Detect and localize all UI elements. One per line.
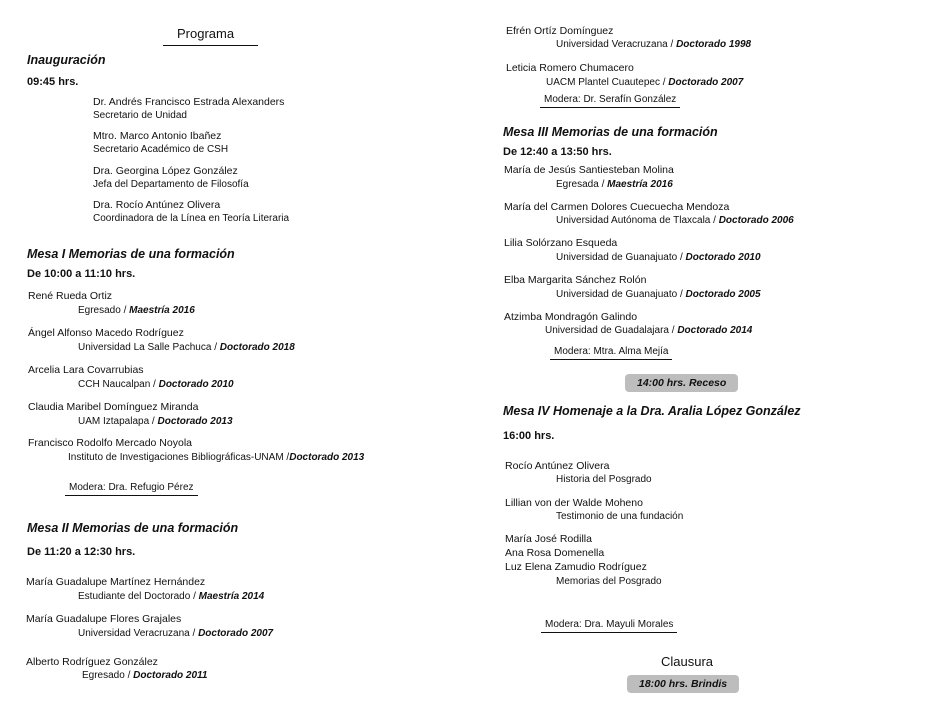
mesa1-time: De 10:00 a 11:10 hrs.: [27, 268, 136, 280]
participant-affiliation: Universidad de Guanajuato / Doctorado 2010: [556, 252, 761, 263]
inauguracion-time: 09:45 hrs.: [27, 76, 79, 88]
participant-name: Arcelia Lara Covarrubias: [28, 364, 144, 376]
participant-affiliation: Universidad Autónoma de Tlaxcala / Doctorado 2006: [556, 215, 794, 226]
clausura-title: Clausura: [661, 654, 714, 669]
participant-affiliation: Egresado / Doctorado 2011: [82, 670, 208, 681]
participant-affiliation: UAM Iztapalapa / Doctorado 2013: [78, 416, 233, 427]
participant-name: Ana Rosa Domenella: [505, 547, 605, 559]
mesa1-title: Mesa I Memorias de una formación: [27, 247, 235, 261]
participant-affiliation: Egresada / Maestría 2016: [556, 179, 673, 190]
participant-name: Atzimba Mondragón Galindo: [504, 311, 638, 323]
brindis-badge: 18:00 hrs. Brindis: [627, 675, 739, 693]
participant-name: Lillian von der Walde Moheno: [505, 497, 643, 509]
participant-affiliation: CCH Naucalpan / Doctorado 2010: [78, 379, 234, 390]
talk-topic: Memorias del Posgrado: [556, 576, 662, 587]
receso-badge: 14:00 hrs. Receso: [625, 374, 738, 392]
participant-affiliation: Universidad La Salle Pachuca / Doctorado 2018: [78, 342, 295, 353]
speaker-name: Dra. Rocío Antúnez Olivera: [93, 199, 221, 211]
participant-name: Lilia Solórzano Esqueda: [504, 237, 618, 249]
talk-topic: Testimonio de una fundación: [556, 511, 684, 522]
mesa4-time: 16:00 hrs.: [503, 430, 555, 442]
speaker-role: Secretario Académico de CSH: [93, 144, 229, 155]
participant-name: María Guadalupe Flores Grajales: [26, 613, 182, 625]
participant-name: Alberto Rodríguez González: [26, 656, 158, 668]
speaker-role: Coordinadora de la Línea en Teoría Literaria: [93, 213, 290, 224]
participant-name: Ángel Alfonso Macedo Rodríguez: [28, 327, 184, 339]
programa-title: Programa: [177, 26, 235, 41]
mesa2-moderator: Modera: Dr. Serafín González: [540, 94, 680, 108]
speaker-role: Jefa del Departamento de Filosofía: [93, 179, 249, 190]
participant-affiliation: Universidad Veracruzana / Doctorado 1998: [556, 39, 752, 50]
mesa3-time: De 12:40 a 13:50 hrs.: [503, 146, 612, 158]
participant-name: Rocío Antúnez Olivera: [505, 460, 610, 472]
mesa4-title: Mesa IV Homenaje a la Dra. Aralia López González: [503, 404, 801, 418]
participant-name: María Guadalupe Martínez Hernández: [26, 576, 206, 588]
participant-affiliation: Universidad de Guadalajara / Doctorado 2014: [545, 325, 753, 336]
mesa1-moderator: Modera: Dra. Refugio Pérez: [65, 482, 198, 496]
programa-underline: [163, 45, 258, 46]
participant-affiliation: Estudiante del Doctorado / Maestría 2014: [78, 591, 265, 602]
inauguracion-title: Inauguración: [27, 53, 106, 67]
mesa2-title: Mesa II Memorias de una formación: [27, 521, 239, 535]
participant-name: Leticia Romero Chumacero: [506, 62, 634, 74]
talk-topic: Historia del Posgrado: [556, 474, 652, 485]
participant-name: René Rueda Ortiz: [28, 290, 113, 302]
speaker-role: Secretario de Unidad: [93, 110, 187, 121]
mesa3-title: Mesa III Memorias de una formación: [503, 125, 718, 139]
participant-name: Luz Elena Zamudio Rodríguez: [505, 561, 647, 573]
participant-affiliation: Universidad de Guanajuato / Doctorado 2005: [556, 289, 761, 300]
participant-name: Francisco Rodolfo Mercado Noyola: [28, 437, 192, 449]
speaker-name: Dra. Georgina López González: [93, 165, 238, 177]
participant-name: Elba Margarita Sánchez Rolón: [504, 274, 647, 286]
participant-name: Efrén Ortíz Domínguez: [506, 25, 614, 37]
participant-name: María José Rodilla: [505, 533, 592, 545]
mesa4-moderator: Modera: Dra. Mayuli Morales: [541, 619, 677, 633]
participant-name: Claudia Maribel Domínguez Miranda: [28, 401, 199, 413]
participant-affiliation: UACM Plantel Cuautepec / Doctorado 2007: [546, 77, 744, 88]
participant-name: María de Jesús Santiesteban Molina: [504, 164, 674, 176]
participant-affiliation: Egresado / Maestría 2016: [78, 305, 195, 316]
participant-name: María del Carmen Dolores Cuecuecha Mendoza: [504, 201, 730, 213]
participant-affiliation: Instituto de Investigaciones Bibliográficas-UNAM /Doctorado 2013: [68, 452, 365, 463]
speaker-name: Mtro. Marco Antonio Ibañez: [93, 130, 222, 142]
participant-affiliation: Universidad Veracruzana / Doctorado 2007: [78, 628, 274, 639]
mesa3-moderator: Modera: Mtra. Alma Mejía: [550, 346, 672, 360]
mesa2-time: De 11:20 a 12:30 hrs.: [27, 546, 136, 558]
speaker-name: Dr. Andrés Francisco Estrada Alexanders: [93, 96, 285, 108]
